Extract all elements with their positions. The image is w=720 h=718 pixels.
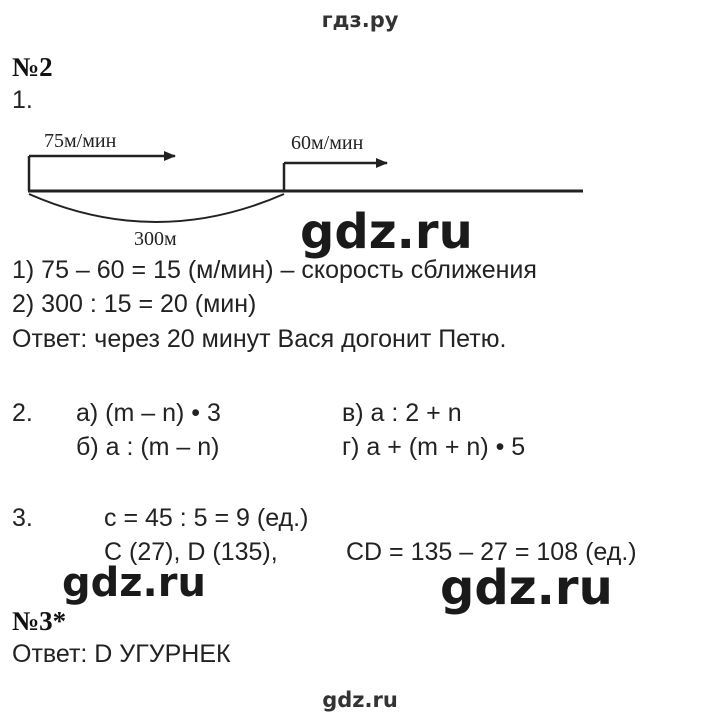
distance-brace (29, 194, 284, 222)
expression-v: в) a : 2 + n (342, 399, 462, 427)
distance-label: 300м (134, 228, 177, 250)
task-3-answer: Ответ: D УГУРНЕК (12, 640, 231, 668)
site-footer: gdz.ru (322, 688, 398, 712)
answer-line-1: Ответ: через 20 минут Вася догонит Петю. (12, 325, 507, 353)
site-header: гдз.ру (321, 8, 399, 32)
part-1-number: 1. (12, 86, 33, 114)
watermark: gdz.ru (300, 204, 473, 260)
part-2-number: 2. (12, 399, 33, 427)
task-3-heading: №3* (12, 606, 67, 636)
solution-line-1: 1) 75 – 60 = 15 (м/мин) – скорость сближения (12, 256, 537, 284)
expression-a: а) (m – n) • 3 (76, 399, 221, 427)
speed-label-left: 75м/мин (44, 130, 117, 152)
task-2-heading: №2 (12, 52, 53, 82)
speed-label-right: 60м/мин (291, 132, 364, 154)
watermark: gdz.ru (62, 560, 206, 606)
part-3-number: 3. (12, 504, 33, 532)
expression-g: г) a + (m + n) • 5 (342, 433, 526, 461)
part-3-line-1: c = 45 : 5 = 9 (ед.) (104, 504, 309, 532)
expression-b: б) a : (m – n) (76, 433, 220, 461)
solution-line-2: 2) 300 : 15 = 20 (мин) (12, 290, 257, 318)
watermark: gdz.ru (440, 560, 613, 616)
part-3-points: C (27), D (135), (104, 538, 278, 566)
part-3-length: CD = 135 – 27 = 108 (ед.) (346, 538, 637, 566)
